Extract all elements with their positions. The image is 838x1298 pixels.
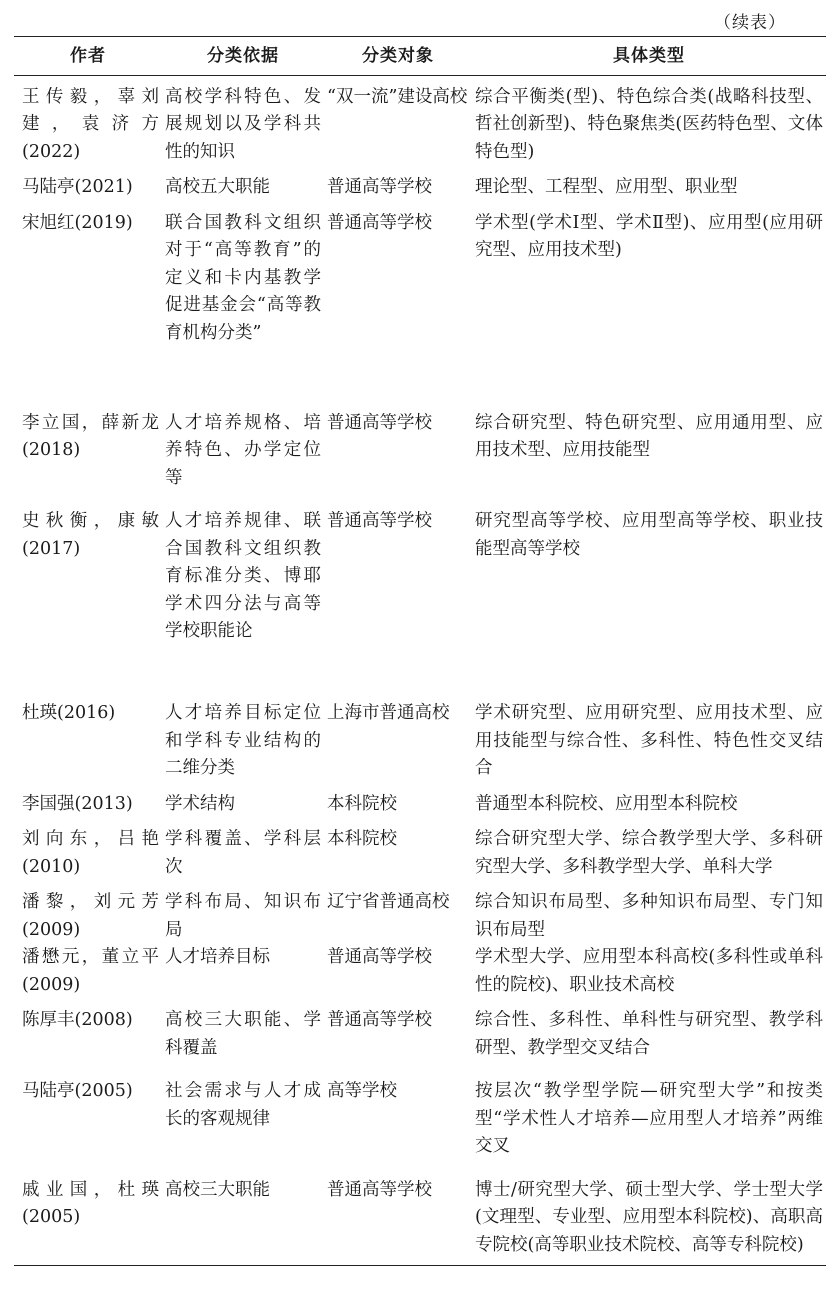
object-cell: 普通高等学校 — [327, 412, 432, 433]
types-cell: 理论型、工程型、应用型、职业型 — [475, 177, 738, 197]
object-cell: 普通高等学校 — [324, 1169, 472, 1266]
basis-cell: 高校三大职能 — [162, 1169, 324, 1266]
basis-cell: 高校五大职能 — [165, 177, 270, 197]
author-cell: 李立国，薛新龙(2018) — [22, 412, 159, 460]
basis-cell: 人才培养规律、联合国教科文组织教育标准分类、博耶学术四分法与高等学校职能论 — [165, 511, 321, 641]
object-cell: 普通高等学校 — [327, 177, 432, 197]
author-cell: 李国强(2013) — [22, 793, 133, 814]
object-cell: 上海市普通高校 — [327, 703, 450, 723]
table-row — [14, 402, 826, 501]
types-cell: 综合研究型、特色研究型、应用通用型、应用技术型、应用技能型 — [475, 412, 823, 460]
table-header-row — [14, 37, 826, 76]
header-author: 作者 — [14, 37, 162, 76]
object-cell: “双一流”建设高校 — [327, 86, 468, 107]
author-cell: 宋旭红(2019) — [22, 212, 133, 233]
table-row — [14, 791, 826, 819]
table-row — [14, 75, 826, 174]
types-cell: 综合平衡类(型)、特色综合类(战略科技型、哲社创新型)、特色聚焦类(医药特色型、文体特色型) — [475, 86, 823, 162]
types-cell: 学术研究型、应用研究型、应用技术型、应用技能型与综合性、多科性、特色性交叉结合 — [475, 703, 823, 778]
object-cell: 普通高等学校 — [327, 947, 432, 967]
types-cell: 按层次“教学型学院—研究型大学”和按类型“学术性人才培养—应用型人才培养”两维交叉 — [475, 1081, 823, 1156]
types-cell: 学术型(学术Ⅰ型、学术Ⅱ型)、应用型(应用研究型、应用技术型) — [475, 212, 823, 260]
author-cell: 马陆亭(2021) — [22, 177, 133, 197]
author-cell: 潘懋元，董立平(2009) — [22, 947, 159, 995]
author-cell: 刘向东，吕艳(2010) — [22, 829, 159, 877]
basis-cell: 高校三大职能、学科覆盖 — [165, 1010, 321, 1058]
object-cell: 普通高等学校 — [327, 511, 432, 531]
classification-table — [14, 36, 826, 1266]
basis-cell: 社会需求与人才成长的客观规律 — [165, 1081, 321, 1129]
basis-cell: 学科布局、知识布局 — [165, 892, 321, 940]
object-cell: 本科院校 — [327, 793, 397, 814]
header-types: 具体类型 — [472, 37, 826, 76]
table-row — [14, 1070, 826, 1169]
author-cell: 戚业国，杜瑛(2005) — [14, 1169, 162, 1266]
basis-cell: 学科覆盖、学科层次 — [165, 829, 321, 877]
types-cell: 博士/研究型大学、硕士型大学、学士型大学(文理型、专业型、应用型本科院校)、高职高专院校(高等职业技术院校、高等专科院校) — [472, 1169, 826, 1266]
table-row — [14, 999, 826, 1070]
continued-label: （续表） — [714, 13, 786, 33]
header-object: 分类对象 — [324, 37, 472, 76]
author-cell: 马陆亭(2005) — [22, 1081, 133, 1101]
basis-cell: 联合国教科文组织对于“高等教育”的定义和卡内基教学促进基金会“高等教育机构分类” — [165, 212, 321, 343]
types-cell: 普通型本科院校、应用型本科院校 — [475, 793, 738, 814]
table-row — [14, 202, 826, 402]
basis-cell: 高校学科特色、发展规划以及学科共性的知识 — [165, 86, 321, 162]
table-row — [14, 174, 826, 202]
types-cell: 学术型大学、应用型本科高校(多科性或单科性的院校)、职业技术高校 — [475, 947, 823, 995]
author-cell: 史秋衡，康敏(2017) — [22, 511, 159, 559]
table-row — [14, 818, 826, 889]
author-cell: 潘黎，刘元芳(2009) — [22, 892, 159, 940]
table-row — [14, 944, 826, 999]
basis-cell: 人才培养目标定位和学科专业结构的二维分类 — [165, 703, 321, 778]
header-basis: 分类依据 — [162, 37, 324, 76]
author-cell: 杜瑛(2016) — [22, 703, 116, 723]
table-row — [14, 889, 826, 944]
basis-cell: 学术结构 — [165, 793, 235, 814]
author-cell: 陈厚丰(2008) — [22, 1010, 133, 1030]
basis-cell: 人才培养目标 — [165, 947, 270, 967]
types-cell: 研究型高等学校、应用型高等学校、职业技能型高等学校 — [475, 511, 823, 559]
author-cell: 王传毅，辜刘建，袁济方(2022) — [22, 86, 159, 162]
object-cell: 辽宁省普通高校 — [327, 892, 450, 912]
object-cell: 普通高等学校 — [327, 212, 432, 233]
table-row — [14, 692, 826, 791]
object-cell: 高等学校 — [327, 1081, 397, 1101]
basis-cell: 人才培养规格、培养特色、办学定位等 — [165, 412, 321, 488]
types-cell: 综合性、多科性、单科性与研究型、教学科研型、教学型交叉结合 — [475, 1010, 823, 1058]
object-cell: 普通高等学校 — [327, 1010, 432, 1030]
types-cell: 综合研究型大学、综合教学型大学、多科研究型大学、多科教学型大学、单科大学 — [475, 829, 823, 877]
types-cell: 综合知识布局型、多种知识布局型、专门知识布局型 — [475, 892, 823, 940]
table-row — [14, 1169, 826, 1266]
object-cell: 本科院校 — [327, 829, 397, 849]
table-row — [14, 500, 826, 692]
